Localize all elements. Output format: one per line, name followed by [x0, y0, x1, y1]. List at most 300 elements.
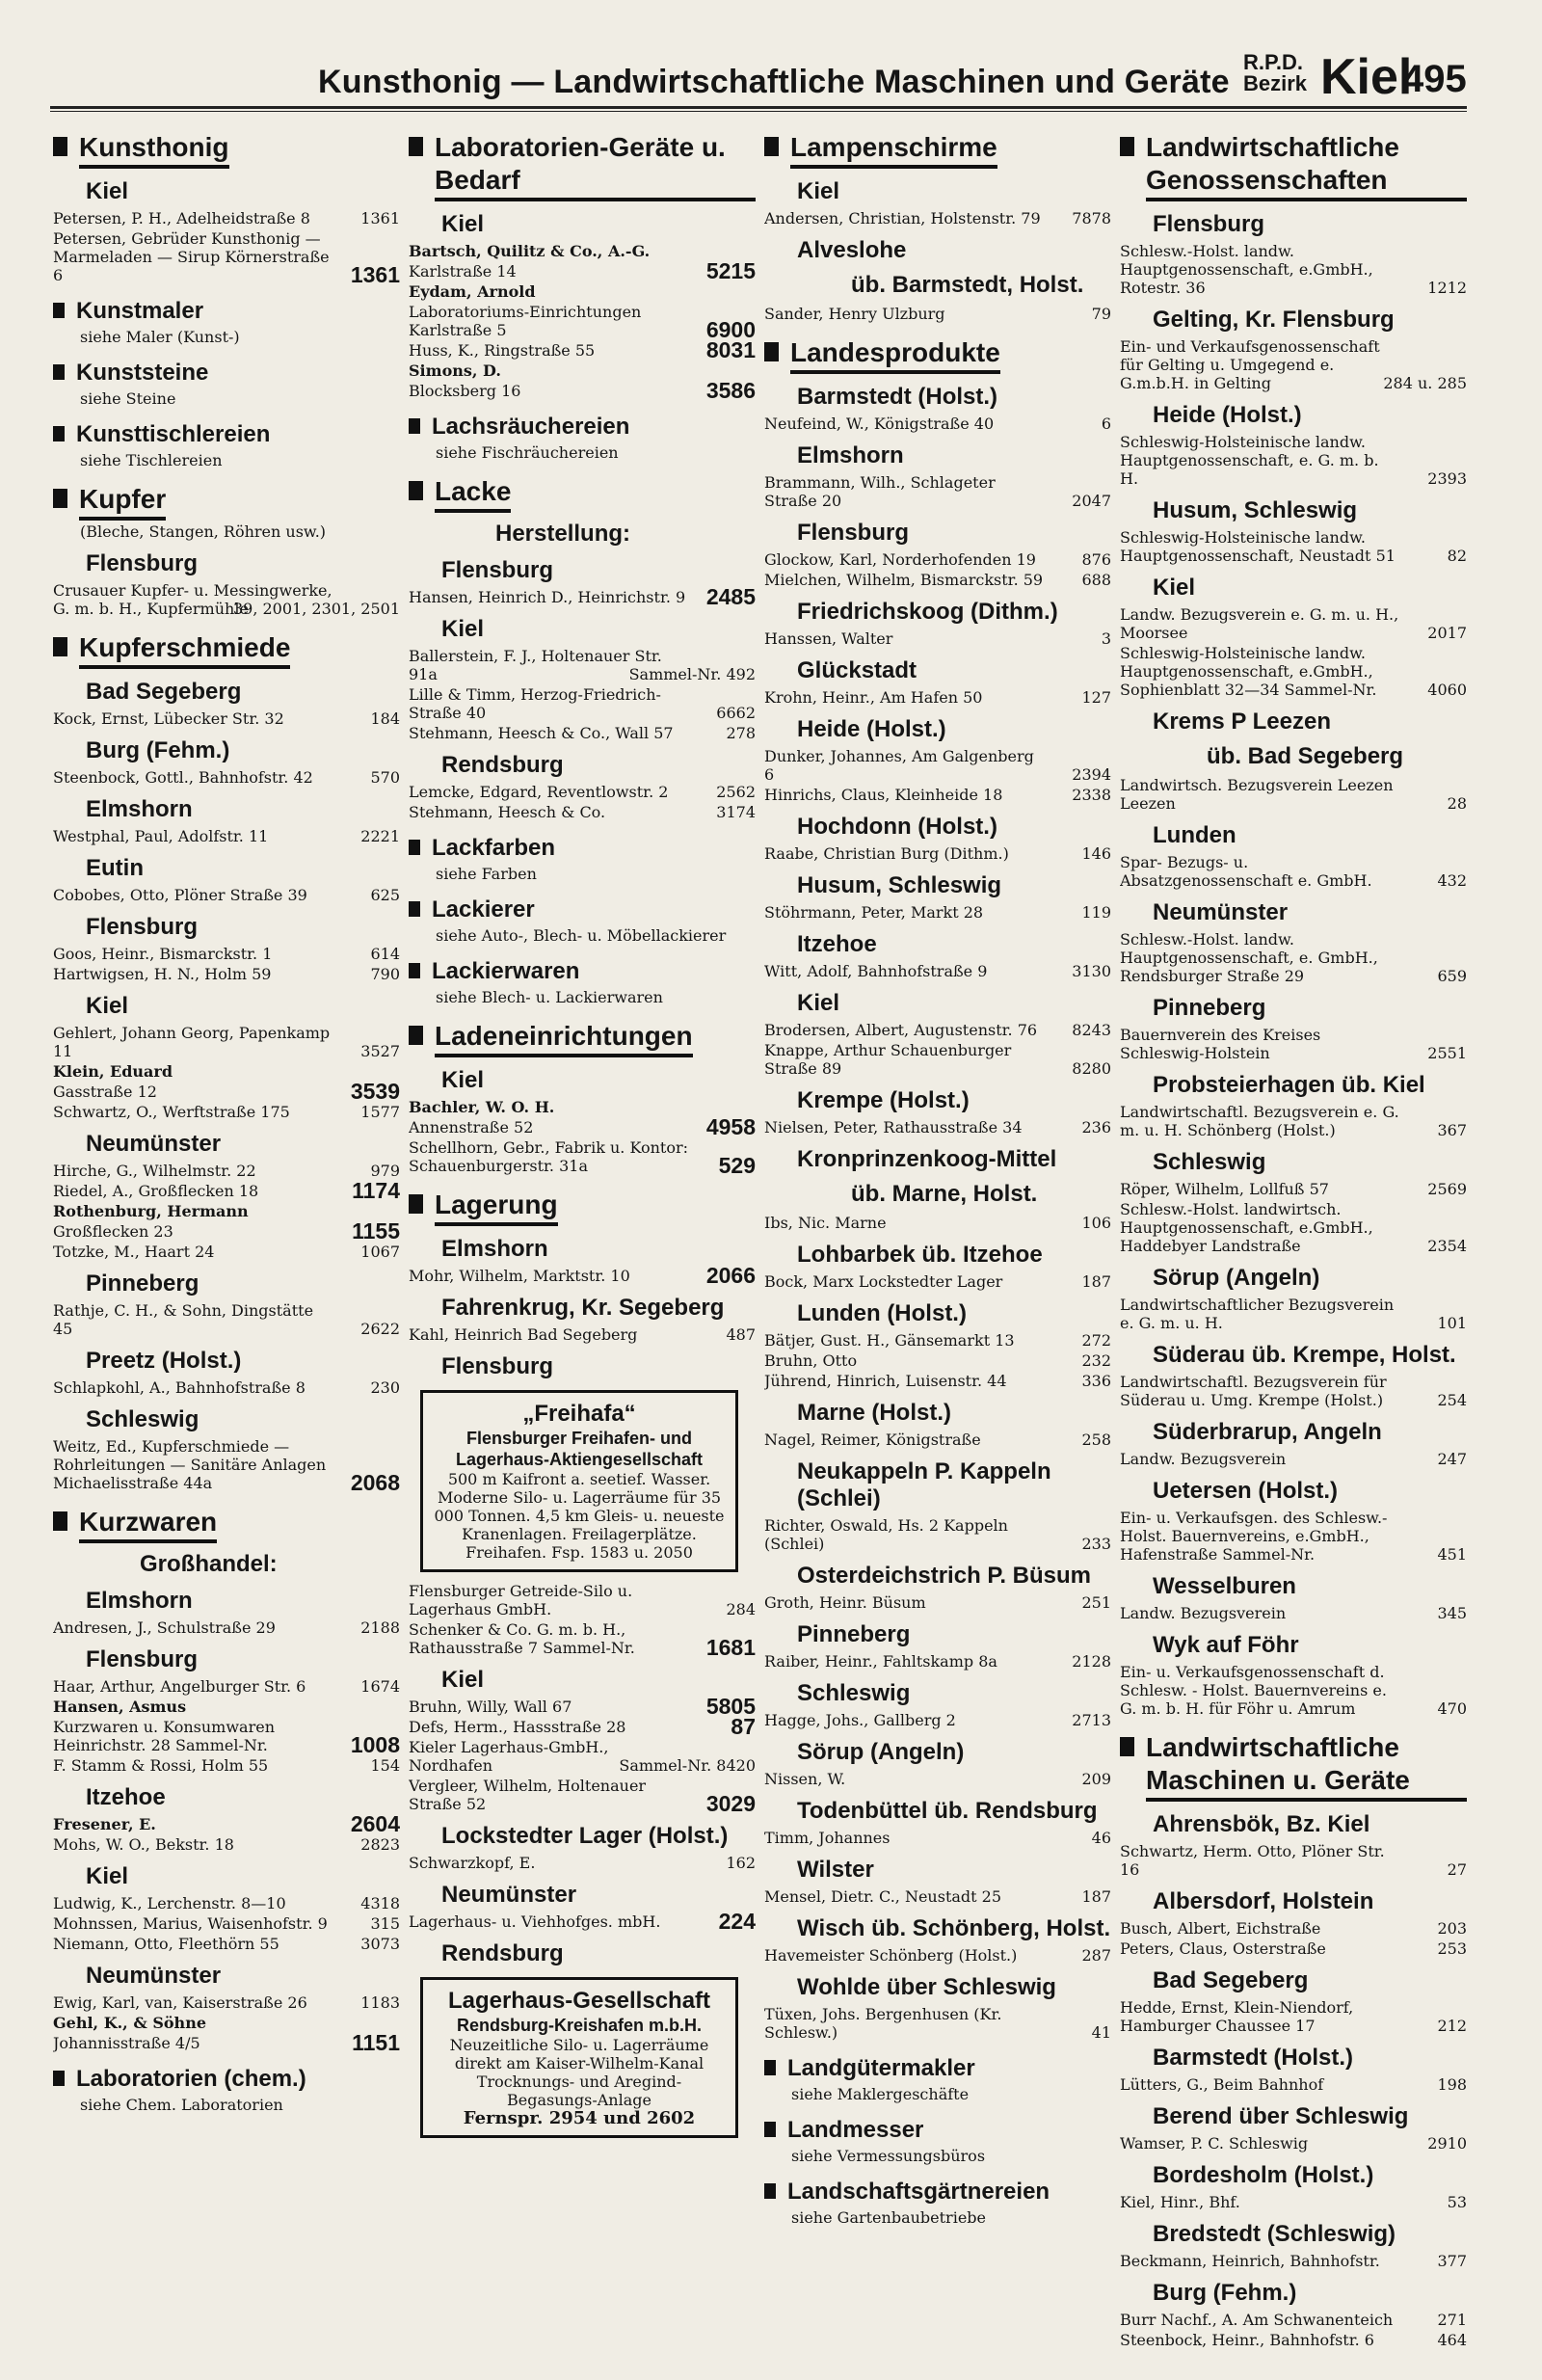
directory-entry [409, 1694, 756, 1719]
directory-entry [1120, 528, 1467, 565]
location-heading: Albersdorf, Holstein [1153, 1888, 1374, 1914]
city-name: Kiel [1320, 49, 1413, 105]
entry-phone: 3539 [350, 1079, 400, 1104]
directory-entry [409, 378, 756, 403]
category-heading [409, 896, 756, 924]
directory-entry [764, 1652, 1111, 1671]
entry-phone: 258 [1081, 1431, 1111, 1449]
category-heading [53, 421, 400, 449]
entry-name: Brodersen, Albert, Augustenstr. 76 [764, 1021, 1038, 1039]
category-bullet-icon [409, 481, 423, 500]
entry-phone: 3073 [360, 1935, 400, 1953]
entry-phone: 203 [1437, 1919, 1467, 1938]
entry-phone: 8280 [1072, 1059, 1111, 1078]
entry-name: Hagge, Johs., Gallberg 2 [764, 1711, 956, 1729]
location-heading: Kiel [86, 993, 129, 1019]
category-heading [409, 1020, 756, 1057]
entry-phone: 1361 [360, 209, 400, 227]
category-name: Laboratorien-Geräte u. Bedarf [435, 131, 756, 201]
entry-phone: 790 [370, 965, 400, 983]
entry-phone: 41 [1091, 2023, 1111, 2042]
directory-entry [764, 1516, 1111, 1553]
location-heading: Fahrenkrug, Kr. Segeberg [441, 1295, 725, 1321]
cross-reference: (Bleche, Stangen, Röhren usw.) [80, 522, 327, 541]
directory-entry [53, 1178, 400, 1203]
directory-entry [764, 1041, 1111, 1078]
entry-name: Cobobes, Otto, Plöner Straße 39 [53, 886, 307, 904]
category-bullet-icon [53, 303, 65, 318]
category-heading [409, 1189, 756, 1226]
entry-phone: 187 [1081, 1887, 1111, 1906]
category-heading [764, 131, 1111, 169]
entry-name: Flensburger Getreide-Silo u. Lagerhaus GmbH. [409, 1582, 633, 1618]
entry-name: Schwarzkopf, E. [409, 1854, 536, 1872]
directory-entry [409, 242, 756, 260]
directory-entry [53, 1024, 400, 1060]
entry-name: Fresener, E. [53, 1815, 156, 1833]
location-heading: Lockstedter Lager (Holst.) [441, 1823, 729, 1849]
entry-name: Landw. Bezugsverein [1120, 1450, 1287, 1468]
directory-entry [764, 571, 1111, 589]
page-header [0, 50, 1542, 108]
entry-name: Bartsch, Quilitz & Co., A.-G. [409, 242, 651, 260]
entry-phone: 79 [1091, 305, 1111, 323]
category-heading [53, 631, 400, 669]
directory-entry [1120, 1450, 1467, 1468]
ad-subtitle: Rendsburg-Kreishafen m.b.H. [456, 2016, 703, 2035]
entry-name: Bruhn, Otto [764, 1351, 858, 1370]
location-heading: Kiel [797, 178, 840, 204]
entry-phone: 46 [1091, 1829, 1111, 1847]
directory-entry [53, 768, 400, 787]
entry-name: Ein- u. Verkaufsgen. des Schlesw.-Holst. Bauernvereins, e.GmbH., Hafenstraße Sammel-Nr. [1120, 1509, 1388, 1564]
directory-entry [764, 1593, 1111, 1612]
location-heading: Eutin [86, 855, 144, 881]
entry-name: Laboratoriums-Einrichtungen Karlstraße 5 [409, 303, 642, 339]
entry-name: Kahl, Heinrich Bad Segeberg [409, 1325, 638, 1344]
directory-entry [764, 209, 1111, 227]
directory-entry [1120, 605, 1467, 642]
entry-name: Lemcke, Edgard, Reventlowstr. 2 [409, 783, 669, 801]
advertisement-box [420, 1390, 738, 1572]
category-name: Kupfer [79, 483, 166, 521]
directory-entry [53, 965, 400, 983]
category-bullet-icon [409, 1194, 423, 1214]
category-heading [53, 131, 400, 169]
category-heading [409, 475, 756, 513]
entry-name: Mensel, Dietr. C., Neustadt 25 [764, 1887, 1002, 1906]
category-heading [409, 131, 756, 201]
entry-phone: 5805 [705, 1694, 756, 1719]
entry-name: Großflecken 23 [53, 1222, 173, 1241]
entry-name: Ludwig, K., Lerchenstr. 8—10 [53, 1894, 286, 1912]
cross-reference: siehe Vermessungsbüros [791, 2147, 986, 2165]
entry-phone: 2047 [1072, 492, 1111, 510]
location-heading: Rendsburg [441, 752, 564, 778]
location-heading: Neukappeln P. Kappeln (Schlei) [797, 1458, 1051, 1511]
entry-name: Ballerstein, F. J., Holtenauer Str. 91a [409, 647, 662, 683]
directory-entry [1120, 1296, 1467, 1332]
entry-name: Hinrichs, Claus, Kleinheide 18 [764, 786, 1003, 804]
location-heading: Süderbrarup, Angeln [1153, 1419, 1382, 1445]
entry-phone: 979 [370, 1162, 400, 1180]
directory-entry [1120, 242, 1467, 297]
entry-phone: 2562 [716, 783, 756, 801]
entry-phone: 162 [726, 1854, 756, 1872]
category-name: Lampenschirme [790, 131, 997, 169]
entry-name: Raiber, Heinr., Fahltskamp 8a [764, 1652, 997, 1671]
location-heading: Probsteierhagen üb. Kiel [1153, 1072, 1425, 1098]
directory-entry [764, 688, 1111, 707]
directory-entry [409, 258, 756, 283]
entry-name: Mohnssen, Marius, Waisenhofstr. 9 [53, 1914, 328, 1933]
entry-name: Kock, Ernst, Lübecker Str. 32 [53, 709, 284, 728]
entry-phone: 464 [1437, 2331, 1467, 2349]
entry-name: Busch, Albert, Eichstraße [1120, 1919, 1321, 1938]
entry-phone: 8243 [1072, 1021, 1111, 1039]
entry-name: Bauernverein des Kreises Schleswig-Holstein [1120, 1026, 1321, 1062]
entry-phone: 253 [1437, 1939, 1467, 1958]
category-name: Lackierer [432, 896, 535, 923]
entry-phone: 2551 [1427, 1044, 1467, 1062]
entry-name: Defs, Herm., Hassstraße 28 [409, 1718, 626, 1736]
entry-phone: 2068 [350, 1470, 400, 1495]
category-bullet-icon [53, 637, 67, 656]
directory-entry [764, 414, 1111, 433]
category-name: Lacke [435, 475, 511, 513]
directory-entry [764, 1272, 1111, 1291]
category-heading [53, 1506, 400, 1543]
location-heading: Flensburg [797, 520, 910, 546]
entry-phone: 1674 [360, 1677, 400, 1696]
entry-name: Peters, Claus, Osterstraße [1120, 1939, 1326, 1958]
entry-phone: 230 [370, 1378, 400, 1397]
entry-name: Schwartz, O., Werftstraße 175 [53, 1103, 290, 1121]
entry-phone: 198 [1437, 2075, 1467, 2094]
entry-name: Petersen, P. H., Adelheidstraße 8 [53, 209, 310, 227]
entry-phone: 284 [726, 1600, 756, 1618]
location-heading: Schleswig [797, 1680, 911, 1706]
entry-phone: 377 [1437, 2252, 1467, 2270]
entry-phone: 8031 [705, 337, 756, 362]
entry-name: Spar- Bezugs- u. Absatzgenossenschaft e. GmbH. [1120, 853, 1372, 890]
entry-name: Goos, Heinr., Bismarckstr. 1 [53, 945, 273, 963]
entry-name: Klein, Eduard [53, 1062, 173, 1081]
entry-phone: 233 [1081, 1535, 1111, 1553]
category-bullet-icon [409, 840, 420, 855]
entry-name: Havemeister Schönberg (Holst.) [764, 1946, 1018, 1965]
entry-name: Kieler Lagerhaus-GmbH., Nordhafen [409, 1738, 609, 1775]
entry-name: Haar, Arthur, Angelburger Str. 6 [53, 1677, 306, 1696]
cross-reference: siehe Blech- u. Lackierwaren [436, 988, 663, 1006]
location-heading: Barmstedt (Holst.) [797, 384, 998, 410]
entry-phone: 119 [1081, 903, 1111, 922]
entry-phone: 184 [370, 709, 400, 728]
entry-phone: 254 [1437, 1391, 1467, 1409]
directory-entry [1120, 2075, 1467, 2094]
directory-entry [764, 1021, 1111, 1039]
bezirk-text: Bezirk [1243, 71, 1308, 95]
location-heading: Heide (Holst.) [1153, 402, 1302, 428]
directory-entry [764, 1431, 1111, 1449]
entry-phone: 6 [1101, 414, 1111, 433]
location-heading: Burg (Fehm.) [86, 737, 230, 763]
entry-phone: 1361 [350, 262, 400, 287]
entry-phone: 1151 [352, 2030, 400, 2055]
location-heading: Bredstedt (Schleswig) [1153, 2221, 1396, 2247]
entry-phone: 2622 [360, 1320, 400, 1338]
entry-name: Kurzwaren u. Konsumwaren Heinrichstr. 28 Sammel-Nr. [53, 1718, 276, 1754]
directory-entry [764, 1770, 1111, 1788]
directory-entry [764, 1887, 1111, 1906]
location-heading: Elmshorn [797, 442, 904, 468]
category-bullet-icon [53, 364, 65, 380]
location-heading: Flensburg [86, 1646, 199, 1672]
entry-name: Steenbock, Gottl., Bahnhofstr. 42 [53, 768, 313, 787]
entry-phone: 451 [1437, 1545, 1467, 1564]
entry-name: Bätjer, Gust. H., Gänsemarkt 13 [764, 1331, 1015, 1350]
entry-phone: 614 [370, 945, 400, 963]
directory-entry [53, 1218, 400, 1243]
location-heading: Sörup (Angeln) [1153, 1265, 1320, 1291]
category-heading [53, 2066, 400, 2094]
entry-phone: 487 [726, 1325, 756, 1344]
entry-name: Witt, Adolf, Bahnhofstraße 9 [764, 962, 988, 980]
entry-name: Mohs, W. O., Bekstr. 18 [53, 1835, 234, 1854]
directory-entry [1120, 1509, 1467, 1564]
entry-name: Nagel, Reimer, Königstraße [764, 1431, 981, 1449]
directory-entry [1120, 337, 1467, 392]
entry-name: Ein- und Verkaufsgenossenschaft für Gelting u. Umgegend e. G.m.b.H. in Gelting [1120, 337, 1380, 392]
directory-entry [409, 685, 756, 722]
location-heading: Bad Segeberg [1153, 1967, 1309, 1993]
entry-name: Gehlert, Johann Georg, Papenkamp 11 [53, 1024, 331, 1060]
category-name: Kunststeine [76, 360, 209, 386]
directory-entry [1120, 433, 1467, 488]
entry-name: Tüxen, Johs. Bergenhusen (Kr. Schlesw.) [764, 2005, 1002, 2042]
category-heading [409, 414, 756, 441]
category-name: Landmesser [787, 2117, 924, 2143]
entry-phone: 106 [1081, 1214, 1111, 1232]
ad-body: 500 m Kaifront a. seetief. Wasser. Moderne Silo- u. Lagerräume für 35 000 Tonnen. 4,5 km Gleis- u. neueste Kranenlagen. Freilagerplätze. Freihafen. Fsp. 1583 u. 2050 [434, 1470, 725, 1562]
entry-name: Stöhrmann, Peter, Markt 28 [764, 903, 984, 922]
category-heading [53, 360, 400, 388]
location-heading: Husum, Schleswig [797, 872, 1002, 898]
location-heading: Pinneberg [86, 1270, 199, 1297]
column-4 [1120, 118, 1467, 2364]
entry-phone: 4060 [1427, 681, 1467, 699]
entry-name: Schleswig-Holsteinische landw. Hauptgenossenschaft, e.GmbH., Sophienblatt 32—34 Sammel-Nr. [1120, 644, 1377, 699]
entry-phone: Sammel-Nr. 492 [628, 665, 756, 683]
entry-name: Wamser, P. C. Schleswig [1120, 2134, 1309, 2153]
entry-phone: 2221 [360, 827, 400, 845]
entry-name: Schlesw.-Holst. landw. Hauptgenossenschaft, e. GmbH., Rendsburger Straße 29 [1120, 930, 1378, 985]
entry-name: Jührend, Hinrich, Luisenstr. 44 [764, 1372, 1007, 1390]
entry-phone: 146 [1081, 844, 1111, 863]
location-heading: Wilster [797, 1857, 874, 1883]
entry-name: Krohn, Heinr., Am Hafen 50 [764, 688, 983, 707]
entry-phone: 39, 2001, 2301, 2501 [232, 600, 400, 618]
entry-name: Hansen, Heinrich D., Heinrichstr. 9 [409, 588, 686, 606]
directory-entry [53, 1698, 400, 1716]
entry-name: Landwirtschaftl. Bezugsverein für Süderau u. Umg. Krempe (Holst.) [1120, 1373, 1387, 1409]
directory-entry [53, 1756, 400, 1775]
category-name: Lackierwaren [432, 958, 580, 984]
entry-phone: 2823 [360, 1835, 400, 1854]
entry-name: Landwirtschaftlicher Bezugsverein e. G. m. u. H. [1120, 1296, 1395, 1332]
location-heading: Kiel [1153, 575, 1196, 601]
entry-phone: 336 [1081, 1372, 1111, 1390]
location-heading: Kiel [441, 211, 485, 237]
directory-entry [409, 783, 756, 801]
location-heading: Lunden (Holst.) [797, 1300, 967, 1326]
directory-entry [764, 629, 1111, 648]
entry-phone: 529 [718, 1153, 756, 1178]
entry-name: Andersen, Christian, Holstenstr. 79 [764, 209, 1041, 227]
directory-entry [764, 1711, 1111, 1729]
category-bullet-icon [53, 137, 67, 156]
entry-name: Schlesw.-Holst. landwirtsch. Hauptgenossenschaft, e.GmbH., Haddebyer Landstraße [1120, 1200, 1373, 1255]
entry-phone: 209 [1081, 1770, 1111, 1788]
directory-entry [764, 1372, 1111, 1390]
entry-name: Rathje, C. H., & Sohn, Dingstätte 45 [53, 1301, 314, 1338]
entry-phone: 127 [1081, 688, 1111, 707]
location-heading: Schleswig [1153, 1149, 1266, 1175]
directory-entry [1120, 1939, 1467, 1958]
entry-phone: 1577 [360, 1103, 400, 1121]
directory-entry [409, 647, 756, 683]
location-heading: Husum, Schleswig [1153, 497, 1358, 523]
directory-entry [764, 1351, 1111, 1370]
entry-phone: 2604 [350, 1811, 400, 1836]
directory-entry [1120, 1103, 1467, 1139]
category-name: Kunsttischlereien [76, 421, 271, 447]
entry-name: Schlesw.-Holst. landw. Hauptgenossenschaft, e.GmbH., Rotestr. 36 [1120, 242, 1373, 297]
directory-entry [53, 709, 400, 728]
category-heading [764, 2055, 1111, 2083]
location-heading: Pinneberg [797, 1621, 911, 1647]
entry-name: Steenbock, Heinr., Bahnhofstr. 6 [1120, 2331, 1374, 2349]
directory-entry [1120, 644, 1467, 699]
entry-name: Petersen, Gebrüder Kunsthonig — Marmeladen — Sirup Körnerstraße 6 [53, 229, 330, 284]
entry-phone: 315 [370, 1914, 400, 1933]
entry-phone: 82 [1447, 547, 1467, 565]
category-name: Kunsthonig [79, 131, 229, 169]
subheading: Herstellung: [495, 521, 631, 547]
cross-reference: siehe Fischräuchereien [436, 443, 619, 462]
column-2 [409, 118, 756, 2364]
location-heading: Itzehoe [797, 931, 877, 957]
directory-entry [53, 1677, 400, 1696]
entry-phone: 27 [1447, 1860, 1467, 1879]
directory-entry [53, 945, 400, 963]
entry-phone: 224 [718, 1909, 756, 1934]
directory-entry [53, 1914, 400, 1933]
entry-phone: 1183 [360, 1993, 400, 2012]
entry-name: Sander, Henry Ulzburg [764, 305, 945, 323]
directory-entry [409, 1738, 756, 1775]
location-heading: Kiel [441, 1667, 485, 1693]
entry-name: Brammann, Wilh., Schlageter Straße 20 [764, 473, 996, 510]
directory-entry [53, 229, 400, 287]
entry-name: F. Stamm & Rossi, Holm 55 [53, 1756, 269, 1775]
category-bullet-icon [764, 2060, 776, 2075]
location-heading: Süderau üb. Krempe, Holst. [1153, 1342, 1456, 1368]
entry-name: Burr Nachf., A. Am Schwanenteich [1120, 2311, 1394, 2329]
directory-entry [1120, 2193, 1467, 2211]
directory-entry [764, 1331, 1111, 1350]
entry-name: Ein- u. Verkaufsgenossenschaft d. Schlesw. - Holst. Bauernvereins e. G. m. b. H. für Föhr u. Amrum [1120, 1663, 1387, 1718]
category-name: Landwirtschaftliche Maschinen u. Geräte [1146, 1731, 1467, 1802]
location-heading: Neumünster [441, 1882, 577, 1908]
entry-name: Niemann, Otto, Fleethörn 55 [53, 1935, 279, 1953]
entry-name: Ewig, Karl, van, Kaiserstraße 26 [53, 1993, 307, 2012]
directory-entry [764, 962, 1111, 980]
location-heading: Berend über Schleswig [1153, 2103, 1409, 2129]
directory-entry [1120, 1998, 1467, 2035]
entry-phone: 1008 [350, 1732, 400, 1757]
entry-phone: 2713 [1072, 1711, 1111, 1729]
entry-phone: Sammel-Nr. 8420 [619, 1756, 756, 1775]
category-heading [1120, 131, 1467, 201]
subheading: Großhandel: [140, 1551, 278, 1577]
location-heading: Rendsburg [441, 1940, 564, 1966]
directory-entry [764, 1829, 1111, 1847]
category-bullet-icon [1120, 1737, 1134, 1756]
entry-phone: 1212 [1427, 279, 1467, 297]
entry-name: Mielchen, Wilhelm, Bismarckstr. 59 [764, 571, 1044, 589]
entry-phone: 2128 [1072, 1652, 1111, 1671]
cross-reference: siehe Gartenbaubetriebe [791, 2208, 986, 2227]
category-bullet-icon [409, 137, 423, 156]
entry-phone: 570 [370, 768, 400, 787]
directory-entry [1120, 1919, 1467, 1938]
directory-entry [1120, 2134, 1467, 2153]
location-heading: Pinneberg [1153, 995, 1266, 1021]
location-heading: Elmshorn [86, 1588, 193, 1614]
category-name: Landgütermakler [787, 2055, 975, 2081]
ad-body: Neuzeitliche Silo- u. Lagerräume direkt am Kaiser-Wilhelm-Kanal Trocknungs- und Aregind-Begasungs-Anlage [449, 2036, 709, 2109]
entry-name: Knappe, Arthur Schauenburger Straße 89 [764, 1041, 1012, 1078]
location-heading: Preetz (Holst.) [86, 1348, 242, 1374]
category-heading [764, 336, 1111, 374]
cross-reference: siehe Maklergeschäfte [791, 2085, 970, 2103]
directory-entry [764, 2005, 1111, 2042]
entry-phone: 7878 [1072, 209, 1111, 227]
category-bullet-icon [53, 2071, 65, 2086]
entry-name: Kiel, Hinr., Bhf. [1120, 2193, 1240, 2211]
entry-phone: 2569 [1427, 1180, 1467, 1198]
category-name: Kupferschmiede [79, 631, 290, 669]
directory-entry [1120, 2331, 1467, 2349]
location-heading: Barmstedt (Holst.) [1153, 2045, 1354, 2071]
directory-entry [409, 361, 756, 380]
location-heading: Kronprinzenkoog-Mittel [797, 1146, 1057, 1172]
entry-phone: 2394 [1072, 765, 1111, 784]
directory-entry [1120, 776, 1467, 813]
cross-reference: siehe Auto-, Blech- u. Möbellackierer [436, 926, 727, 945]
entry-phone: 232 [1081, 1351, 1111, 1370]
entry-name: Riedel, A., Großflecken 18 [53, 1182, 259, 1200]
location-heading: Bad Segeberg [86, 679, 242, 705]
directory-entry [53, 1162, 400, 1180]
location-heading: Flensburg [1153, 211, 1265, 237]
entry-phone: 271 [1437, 2311, 1467, 2329]
entry-name: Hartwigsen, H. N., Holm 59 [53, 965, 272, 983]
directory-entry [764, 844, 1111, 863]
entry-name: Andresen, J., Schulstraße 29 [53, 1618, 276, 1637]
ad-headline: „Freihafa“ [522, 1401, 636, 1427]
